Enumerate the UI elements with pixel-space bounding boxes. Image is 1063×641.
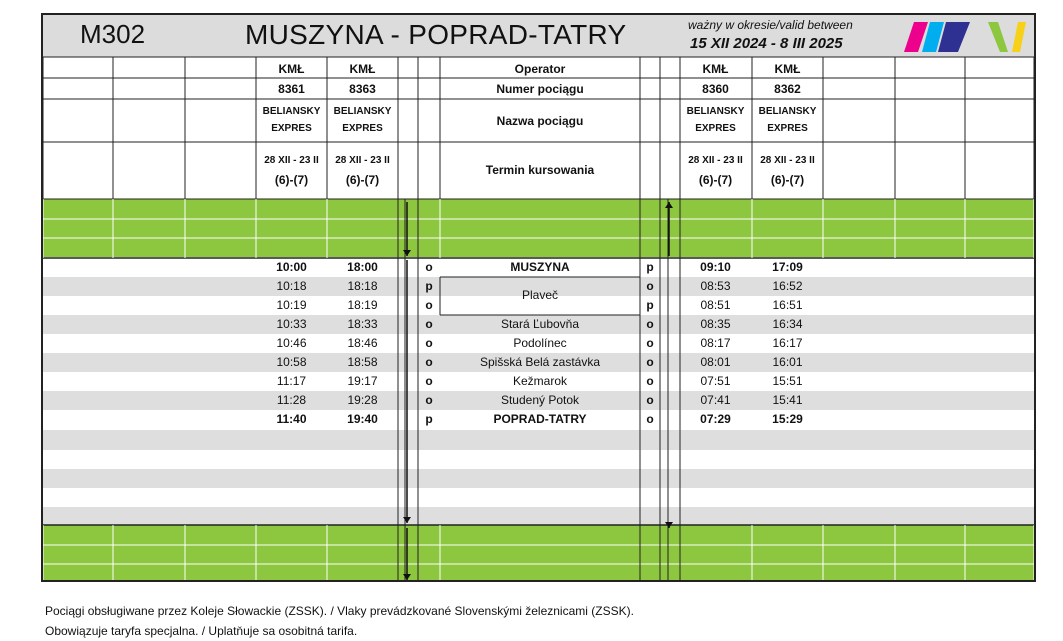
stop-mark-right: o [646,374,654,388]
station-name: Kežmarok [512,374,568,388]
train-number-label: Numer pociągu [496,82,584,96]
train-days-right-2: (6)-(7) [770,173,805,187]
line-code: M302 [80,19,146,49]
stop-mark-right: o [646,412,654,426]
train-name-left-2: BELIANSKY [333,106,392,117]
train-number-right-1: 8360 [702,82,729,96]
train-name-cont-right-2: EXPRES [767,123,808,134]
time-train-right-1: 09:10 [700,260,731,274]
time-train-right-1: 07:29 [700,412,731,426]
station-name: Spišská Belá zastávka [479,355,601,369]
stop-mark-left: p [425,279,433,293]
time-train-right-1: 07:41 [700,393,731,407]
footer-note-operator: Pociągi obsługiwane przez Koleje Słowackie (ZSSK). / Vlaky prevádzkované Slovenskými železnicami (ZSSK). [45,604,634,618]
running-dates-label: Termin kursowania [485,163,595,177]
stop-mark-left: p [425,412,433,426]
footer-note-tariff: Obowiązuje taryfa specjalna. / Uplatňuje sa osobitná tarifa. [45,624,358,638]
stop-mark-right: p [646,298,654,312]
train-dates-left-1: 28 XII - 23 II [264,155,319,166]
stop-mark-right: p [646,260,654,274]
time-train-right-2: 16:01 [772,355,803,369]
time-train-right-2: 15:41 [772,393,803,407]
time-train-left-1: 11:40 [276,412,307,426]
stop-mark-left: o [425,298,433,312]
stop-mark-left: o [425,355,433,369]
time-train-left-2: 18:00 [347,260,378,274]
train-dates-left-2: 28 XII - 23 II [335,155,390,166]
train-name-right-2: BELIANSKY [758,106,817,117]
stop-mark-left: o [425,317,433,331]
train-dates-right-1: 28 XII - 23 II [688,155,743,166]
time-train-left-1: 10:46 [276,336,307,350]
stop-mark-left: o [425,393,433,407]
station-name: POPRAD-TATRY [493,412,587,426]
time-train-right-1: 08:01 [700,355,731,369]
train-name-right-1: BELIANSKY [686,106,745,117]
time-train-left-1: 10:18 [276,279,307,293]
validity-dates: 15 XII 2024 - 8 III 2025 [690,35,843,52]
stop-mark-left: o [425,336,433,350]
time-train-right-1: 07:51 [700,374,731,388]
train-name-left-1: BELIANSKY [262,106,321,117]
time-train-right-2: 15:29 [772,412,803,426]
station-name: Podolínec [513,336,567,350]
time-train-right-2: 16:34 [772,317,803,331]
stop-mark-right: o [646,393,654,407]
stop-mark-left: o [425,374,433,388]
time-train-left-1: 11:17 [276,374,307,388]
time-train-left-2: 18:33 [347,317,378,331]
time-train-right-1: 08:53 [700,279,731,293]
time-train-left-2: 18:58 [347,355,378,369]
station-name: Studený Potok [500,393,580,407]
station-name: MUSZYNA [510,260,570,274]
time-train-left-2: 18:19 [347,298,378,312]
time-train-left-2: 19:40 [347,412,378,426]
time-train-right-2: 17:09 [772,260,803,274]
time-train-right-2: 15:51 [772,374,803,388]
train-dates-right-2: 28 XII - 23 II [760,155,815,166]
station-name: Stará Ľubovňa [500,317,580,331]
time-train-right-1: 08:35 [700,317,731,331]
validity-label: ważny w okresie/valid between [688,18,853,32]
time-train-left-1: 10:00 [276,260,307,274]
time-train-left-2: 18:46 [347,336,378,350]
time-train-left-1: 10:33 [276,317,307,331]
stop-mark-right: o [646,279,654,293]
train-name-cont-left-1: EXPRES [271,123,312,134]
stop-mark-right: o [646,355,654,369]
time-train-left-2: 19:17 [347,374,378,388]
time-train-right-2: 16:51 [772,298,803,312]
time-train-right-2: 16:52 [772,279,803,293]
route-title: MUSZYNA - POPRAD-TATRY [245,19,627,50]
time-train-right-1: 08:51 [700,298,731,312]
train-days-left-1: (6)-(7) [274,173,309,187]
time-train-left-1: 10:58 [276,355,307,369]
train-days-right-1: (6)-(7) [698,173,733,187]
time-train-left-1: 10:19 [276,298,307,312]
stop-mark-right: o [646,336,654,350]
train-number-left-1: 8361 [278,82,305,96]
stop-mark-right: o [646,317,654,331]
train-operator-right-2: KMŁ [774,62,801,76]
station-name: Plaveč [521,288,559,302]
operator-label: Operator [514,62,566,76]
time-train-left-2: 18:18 [347,279,378,293]
timetable-frame [41,13,1036,582]
train-days-left-2: (6)-(7) [345,173,380,187]
train-operator-left-1: KMŁ [278,62,305,76]
train-operator-left-2: KMŁ [349,62,376,76]
time-train-left-2: 19:28 [347,393,378,407]
train-number-left-2: 8363 [349,82,376,96]
train-operator-right-1: KMŁ [702,62,729,76]
train-name-label: Nazwa pociągu [496,114,584,128]
time-train-right-1: 08:17 [700,336,731,350]
time-train-left-1: 11:28 [276,393,307,407]
time-train-right-2: 16:17 [772,336,803,350]
stop-mark-left: o [425,260,433,274]
train-name-cont-left-2: EXPRES [342,123,383,134]
train-name-cont-right-1: EXPRES [695,123,736,134]
train-number-right-2: 8362 [774,82,801,96]
